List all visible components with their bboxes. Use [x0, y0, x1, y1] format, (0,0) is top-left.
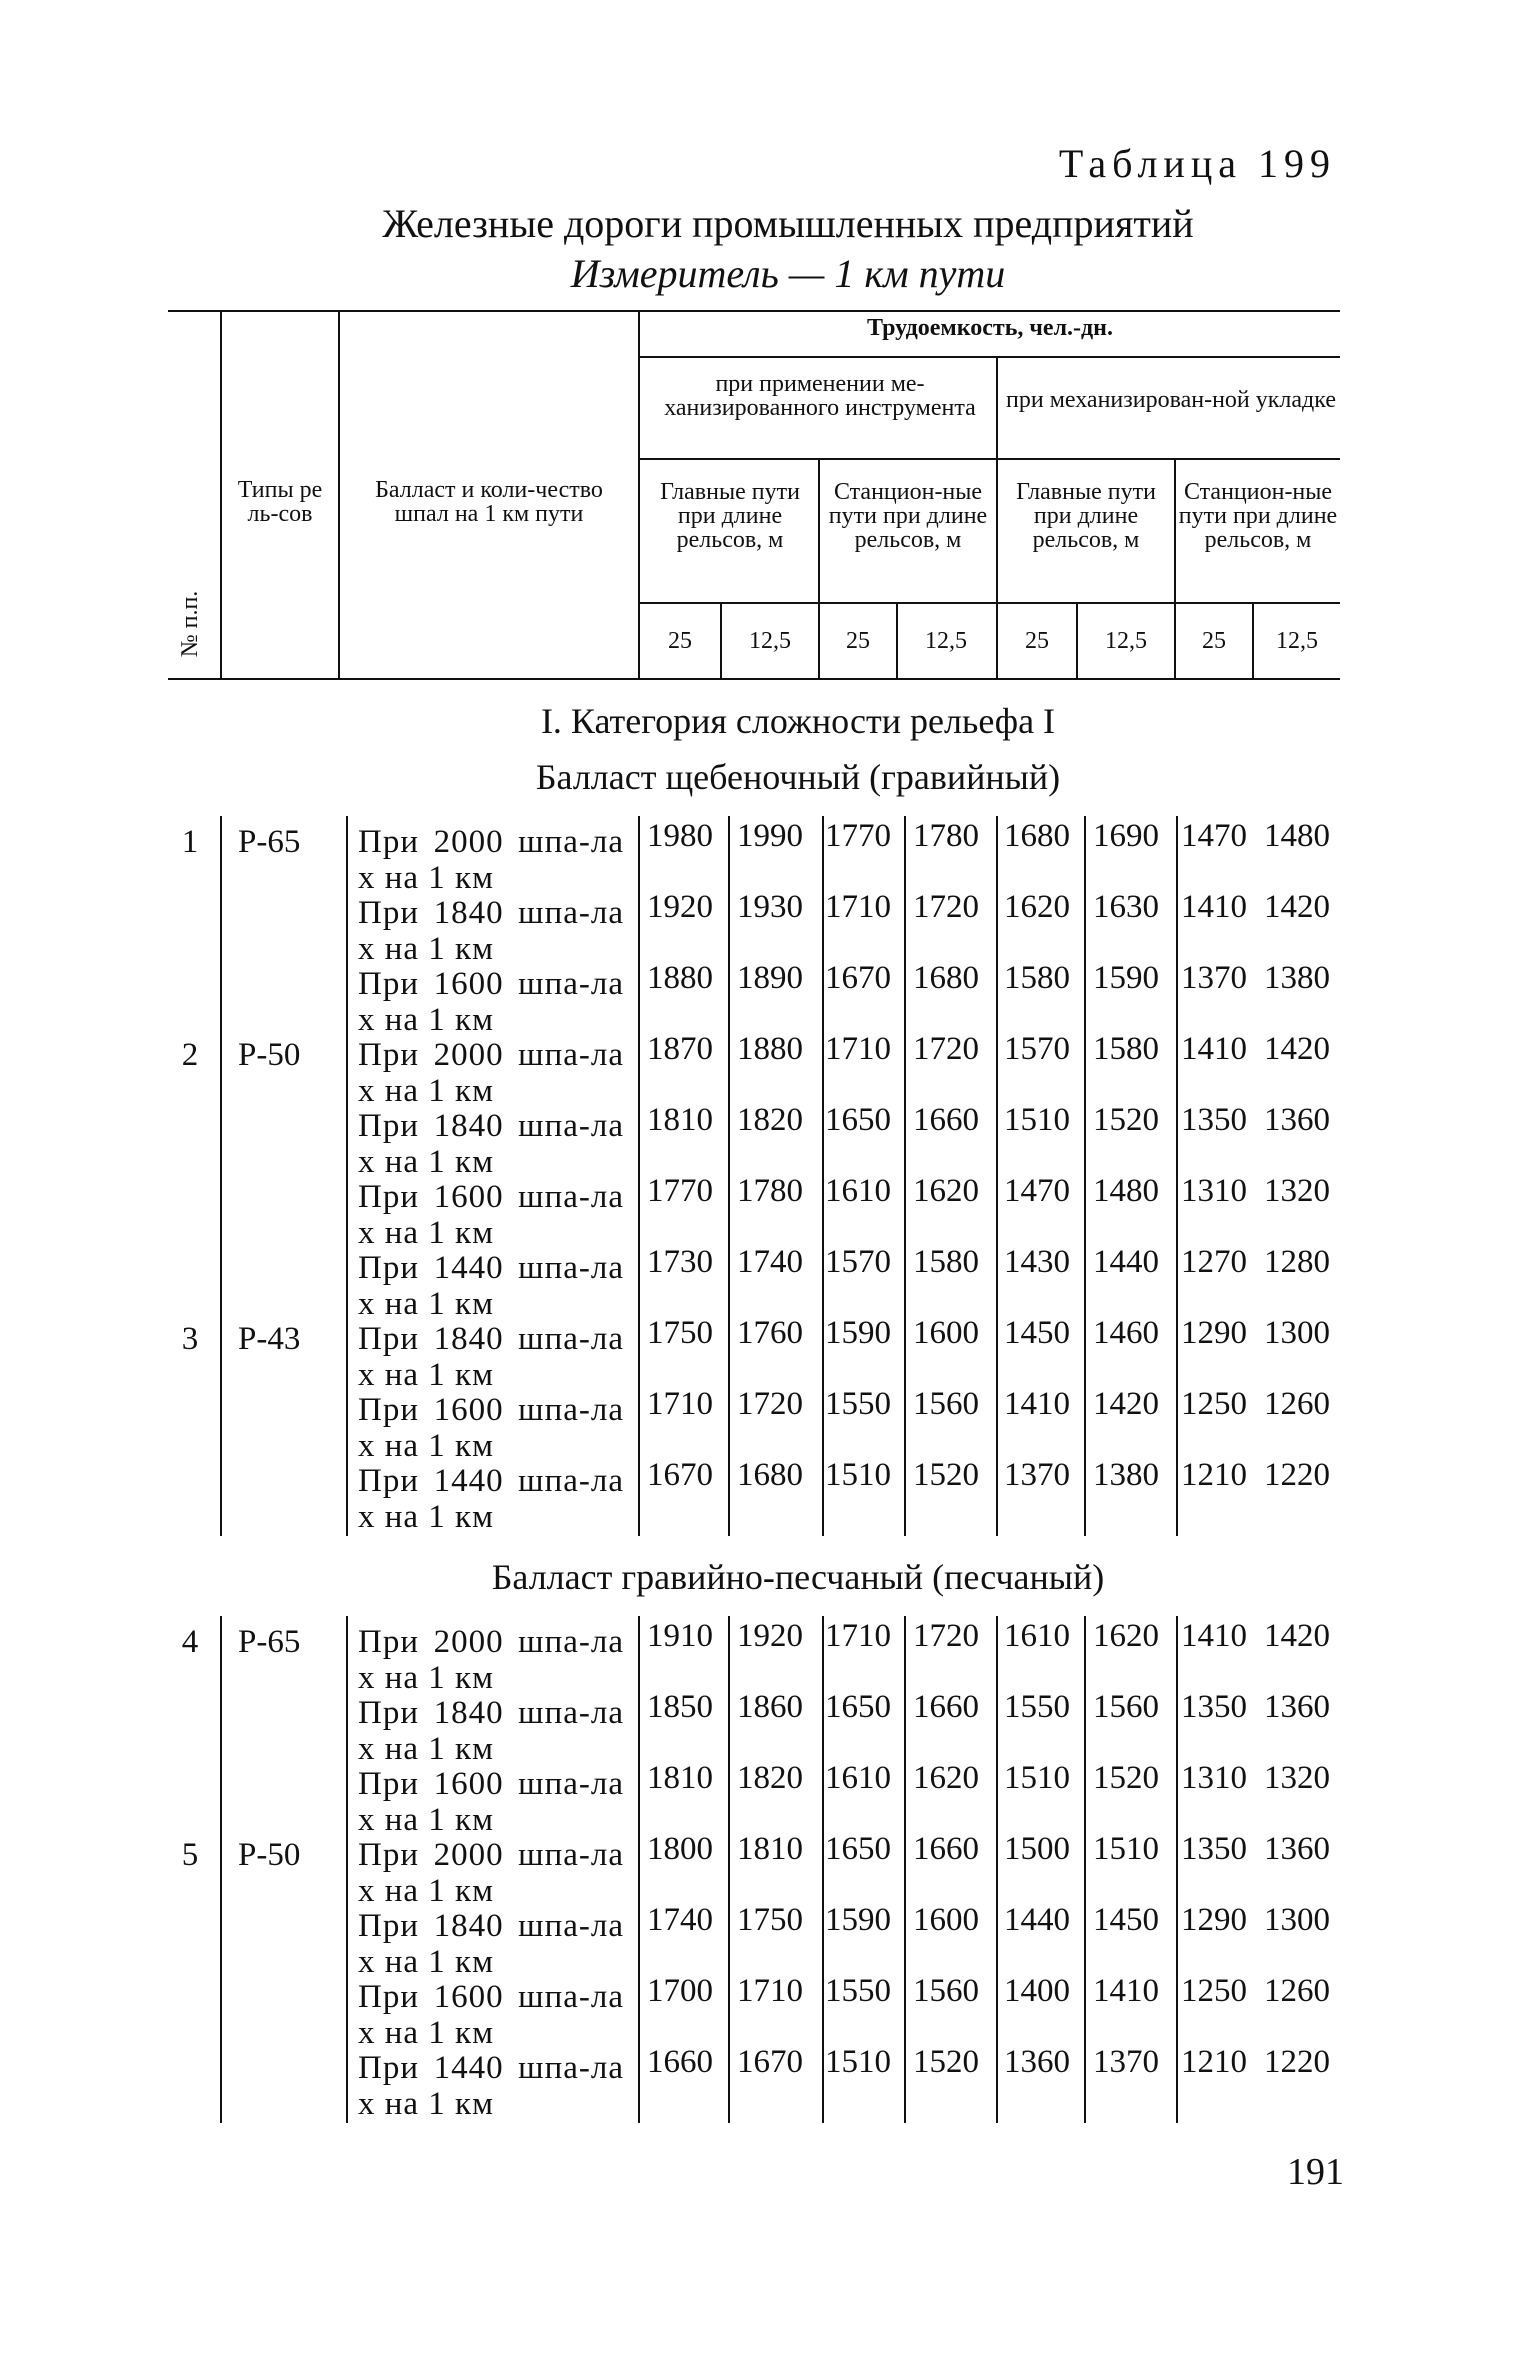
mech-laying-header: при механизирован-ной укладке: [1006, 387, 1336, 413]
value-cell: 1480: [1264, 818, 1330, 854]
value-cell: 1580: [1004, 960, 1070, 996]
value-cell: 1600: [913, 1315, 979, 1351]
value-cell: 1360: [1004, 2044, 1070, 2080]
value-cell: 1350: [1181, 1831, 1247, 1867]
row-number: 2: [181, 1037, 199, 1073]
value-cell: 1510: [1004, 1760, 1070, 1796]
lengths-rule: [640, 602, 1340, 604]
value-cell: 1740: [647, 1902, 713, 1938]
value-cell: 1850: [647, 1689, 713, 1725]
value-cell: 1440: [1093, 1244, 1159, 1280]
main-tracks2-header: Главные пути при длине рельсов, м: [1016, 479, 1156, 553]
section-title-1: Балласт щебеночный (гравийный): [535, 757, 1061, 797]
value-cell: 1210: [1181, 2044, 1247, 2080]
rail-type: Р-65: [238, 1624, 301, 1660]
row-number: 4: [181, 1624, 199, 1660]
value-cell: 1410: [1181, 889, 1247, 925]
value-cell: 1670: [825, 960, 891, 996]
row-number: 5: [181, 1837, 199, 1873]
ballast-cell: При 1840 шпа-лах на 1 км: [358, 1321, 624, 1393]
value-cell: 1260: [1264, 1386, 1330, 1422]
value-cell: 1260: [1264, 1973, 1330, 2009]
row-number: 1: [181, 824, 199, 860]
value-cell: 1250: [1181, 1973, 1247, 2009]
ballast-cell: При 1840 шпа-лах на 1 км: [358, 1695, 624, 1767]
value-cell: 1590: [825, 1315, 891, 1351]
value-cell: 1550: [1004, 1689, 1070, 1725]
value-cell: 1300: [1264, 1902, 1330, 1938]
value-cell: 1320: [1264, 1173, 1330, 1209]
value-cell: 1300: [1264, 1315, 1330, 1351]
ballast-cell: При 2000 шпа-лах на 1 км: [358, 1037, 624, 1109]
value-cell: 1990: [737, 818, 803, 854]
value-cell: 1420: [1093, 1386, 1159, 1422]
value-cell: 1400: [1004, 1973, 1070, 2009]
length-header-cell: 25: [1202, 628, 1226, 654]
ballast-cell: При 2000 шпа-лах на 1 км: [358, 824, 624, 896]
value-cell: 1610: [825, 1760, 891, 1796]
value-cell: 1870: [647, 1031, 713, 1067]
value-cell: 1520: [1093, 1102, 1159, 1138]
ballast-cell: При 1840 шпа-лах на 1 км: [358, 1908, 624, 1980]
value-cell: 1860: [737, 1689, 803, 1725]
value-cell: 1710: [737, 1973, 803, 2009]
mech-tool-header: при применении ме-ханизированного инструмента: [664, 371, 976, 421]
col-types-header: Типы рель-сов: [237, 477, 323, 527]
ballast-cell: При 1600 шпа-лах на 1 км: [358, 1179, 624, 1251]
value-cell: 1570: [825, 1244, 891, 1280]
length-header-cell: 25: [846, 628, 870, 654]
hdr-vline-3: [638, 310, 640, 680]
ballast-cell: При 1440 шпа-лах на 1 км: [358, 1250, 624, 1322]
value-cell: 1250: [1181, 1386, 1247, 1422]
body-vline: [220, 816, 222, 1536]
value-cell: 1590: [825, 1902, 891, 1938]
value-cell: 1520: [1093, 1760, 1159, 1796]
value-cell: 1710: [825, 1618, 891, 1654]
value-cell: 1750: [647, 1315, 713, 1351]
value-cell: 1650: [825, 1102, 891, 1138]
value-cell: 1680: [1004, 818, 1070, 854]
value-cell: 1560: [913, 1386, 979, 1422]
value-cell: 1580: [1093, 1031, 1159, 1067]
value-cell: 1980: [647, 818, 713, 854]
value-cell: 1760: [737, 1315, 803, 1351]
value-cell: 1610: [1004, 1618, 1070, 1654]
value-cell: 1290: [1181, 1315, 1247, 1351]
value-cell: 1510: [825, 2044, 891, 2080]
table-title: Железные дороги промышленных предприятий: [382, 201, 1194, 246]
value-cell: 1360: [1264, 1689, 1330, 1725]
row-number: 3: [181, 1321, 199, 1357]
value-cell: 1450: [1093, 1902, 1159, 1938]
value-cell: 1460: [1093, 1315, 1159, 1351]
value-cell: 1810: [647, 1760, 713, 1796]
value-cell: 1710: [825, 1031, 891, 1067]
group-rule: [640, 458, 1340, 460]
value-cell: 1560: [913, 1973, 979, 2009]
header-top-rule: [168, 310, 1340, 312]
hdr-vline-2: [338, 310, 340, 680]
col-no-header: № п.п.: [177, 590, 203, 658]
value-cell: 1680: [737, 1457, 803, 1493]
value-cell: 1680: [913, 960, 979, 996]
ballast-cell: При 1440 шпа-лах на 1 км: [358, 1463, 624, 1535]
value-cell: 1620: [913, 1173, 979, 1209]
value-cell: 1660: [913, 1102, 979, 1138]
category-title: I. Категория сложности рельефа I: [540, 701, 1056, 741]
value-cell: 1550: [825, 1973, 891, 2009]
value-cell: 1370: [1181, 960, 1247, 996]
value-cell: 1920: [647, 889, 713, 925]
value-cell: 1410: [1004, 1386, 1070, 1422]
length-header-cell: 25: [1025, 628, 1049, 654]
value-cell: 1440: [1004, 1902, 1070, 1938]
length-header-cell: 12,5: [749, 628, 791, 654]
value-cell: 1610: [825, 1173, 891, 1209]
value-cell: 1420: [1264, 889, 1330, 925]
ballast-cell: При 1600 шпа-лах на 1 км: [358, 966, 624, 1038]
station-tracks2-header: Станцион-ные пути при длине рельсов, м: [1178, 479, 1338, 553]
value-cell: 1590: [1093, 960, 1159, 996]
value-cell: 1290: [1181, 1902, 1247, 1938]
table-subtitle: Измеритель — 1 км пути: [570, 251, 1006, 296]
value-cell: 1750: [737, 1902, 803, 1938]
value-cell: 1660: [913, 1689, 979, 1725]
value-cell: 1500: [1004, 1831, 1070, 1867]
value-cell: 1620: [1004, 889, 1070, 925]
body-vline: [220, 1616, 222, 2123]
value-cell: 1910: [647, 1618, 713, 1654]
value-cell: 1270: [1181, 1244, 1247, 1280]
value-cell: 1600: [913, 1902, 979, 1938]
value-cell: 1210: [1181, 1457, 1247, 1493]
value-cell: 1930: [737, 889, 803, 925]
length-header-cell: 12,5: [925, 628, 967, 654]
value-cell: 1410: [1181, 1618, 1247, 1654]
value-cell: 1630: [1093, 889, 1159, 925]
header-bottom-rule: [168, 678, 1340, 680]
value-cell: 1320: [1264, 1760, 1330, 1796]
value-cell: 1470: [1004, 1173, 1070, 1209]
labor-rule: [640, 356, 1340, 358]
value-cell: 1710: [825, 889, 891, 925]
value-cell: 1660: [647, 2044, 713, 2080]
value-cell: 1220: [1264, 2044, 1330, 2080]
value-cell: 1780: [913, 818, 979, 854]
labor-header: Трудоемкость, чел.-дн.: [866, 315, 1113, 341]
value-cell: 1700: [647, 1973, 713, 2009]
value-cell: 1280: [1264, 1244, 1330, 1280]
value-cell: 1730: [647, 1244, 713, 1280]
value-cell: 1770: [647, 1173, 713, 1209]
value-cell: 1370: [1093, 2044, 1159, 2080]
station-tracks-header: Станцион-ные пути при длине рельсов, м: [828, 479, 988, 553]
value-cell: 1800: [647, 1831, 713, 1867]
value-cell: 1510: [825, 1457, 891, 1493]
ballast-cell: При 1840 шпа-лах на 1 км: [358, 895, 624, 967]
value-cell: 1420: [1264, 1618, 1330, 1654]
value-cell: 1710: [647, 1386, 713, 1422]
value-cell: 1740: [737, 1244, 803, 1280]
length-header-cell: 12,5: [1276, 628, 1318, 654]
hdr-vline-1: [220, 310, 222, 680]
value-cell: 1310: [1181, 1173, 1247, 1209]
value-cell: 1620: [913, 1760, 979, 1796]
value-cell: 1920: [737, 1618, 803, 1654]
body-vline: [346, 1616, 348, 2123]
value-cell: 1410: [1093, 1973, 1159, 2009]
value-cell: 1720: [913, 1618, 979, 1654]
value-cell: 1720: [737, 1386, 803, 1422]
value-cell: 1220: [1264, 1457, 1330, 1493]
value-cell: 1380: [1093, 1457, 1159, 1493]
value-cell: 1620: [1093, 1618, 1159, 1654]
value-cell: 1350: [1181, 1689, 1247, 1725]
length-header-cell: 25: [668, 628, 692, 654]
value-cell: 1690: [1093, 818, 1159, 854]
value-cell: 1780: [737, 1173, 803, 1209]
value-cell: 1520: [913, 2044, 979, 2080]
value-cell: 1890: [737, 960, 803, 996]
value-cell: 1720: [913, 889, 979, 925]
page-number: 191: [1287, 2151, 1344, 2193]
length-header-cell: 12,5: [1105, 628, 1147, 654]
value-cell: 1370: [1004, 1457, 1070, 1493]
ballast-cell: При 2000 шпа-лах на 1 км: [358, 1624, 624, 1696]
value-cell: 1550: [825, 1386, 891, 1422]
ballast-cell: При 2000 шпа-лах на 1 км: [358, 1837, 624, 1909]
value-cell: 1670: [737, 2044, 803, 2080]
table-label: Таблица 199: [1058, 141, 1336, 186]
value-cell: 1720: [913, 1031, 979, 1067]
value-cell: 1470: [1181, 818, 1247, 854]
value-cell: 1350: [1181, 1102, 1247, 1138]
value-cell: 1430: [1004, 1244, 1070, 1280]
col-ballast-header: Балласт и коли-чество шпал на 1 км пути: [375, 477, 603, 527]
value-cell: 1310: [1181, 1760, 1247, 1796]
value-cell: 1360: [1264, 1831, 1330, 1867]
rail-type: Р-50: [238, 1837, 301, 1873]
value-cell: 1360: [1264, 1102, 1330, 1138]
ballast-cell: При 1600 шпа-лах на 1 км: [358, 1979, 624, 2051]
value-cell: 1650: [825, 1689, 891, 1725]
value-cell: 1650: [825, 1831, 891, 1867]
value-cell: 1770: [825, 818, 891, 854]
value-cell: 1520: [913, 1457, 979, 1493]
value-cell: 1810: [647, 1102, 713, 1138]
value-cell: 1480: [1093, 1173, 1159, 1209]
ballast-cell: При 1440 шпа-лах на 1 км: [358, 2050, 624, 2122]
value-cell: 1560: [1093, 1689, 1159, 1725]
value-cell: 1820: [737, 1760, 803, 1796]
value-cell: 1510: [1093, 1831, 1159, 1867]
section-title-2: Балласт гравийно-песчаный (песчаный): [491, 1557, 1105, 1597]
rail-type: Р-65: [238, 824, 301, 860]
value-cell: 1570: [1004, 1031, 1070, 1067]
ballast-cell: При 1600 шпа-лах на 1 км: [358, 1766, 624, 1838]
ballast-cell: При 1600 шпа-лах на 1 км: [358, 1392, 624, 1464]
value-cell: 1670: [647, 1457, 713, 1493]
value-cell: 1380: [1264, 960, 1330, 996]
value-cell: 1420: [1264, 1031, 1330, 1067]
value-cell: 1880: [647, 960, 713, 996]
main-tracks-header: Главные пути при длине рельсов, м: [660, 479, 800, 553]
rail-type: Р-43: [238, 1321, 301, 1357]
ballast-cell: При 1840 шпа-лах на 1 км: [358, 1108, 624, 1180]
value-cell: 1880: [737, 1031, 803, 1067]
value-cell: 1820: [737, 1102, 803, 1138]
value-cell: 1510: [1004, 1102, 1070, 1138]
value-cell: 1580: [913, 1244, 979, 1280]
value-cell: 1450: [1004, 1315, 1070, 1351]
rail-type: Р-50: [238, 1037, 301, 1073]
value-cell: 1410: [1181, 1031, 1247, 1067]
value-cell: 1660: [913, 1831, 979, 1867]
body-vline: [346, 816, 348, 1536]
value-cell: 1810: [737, 1831, 803, 1867]
